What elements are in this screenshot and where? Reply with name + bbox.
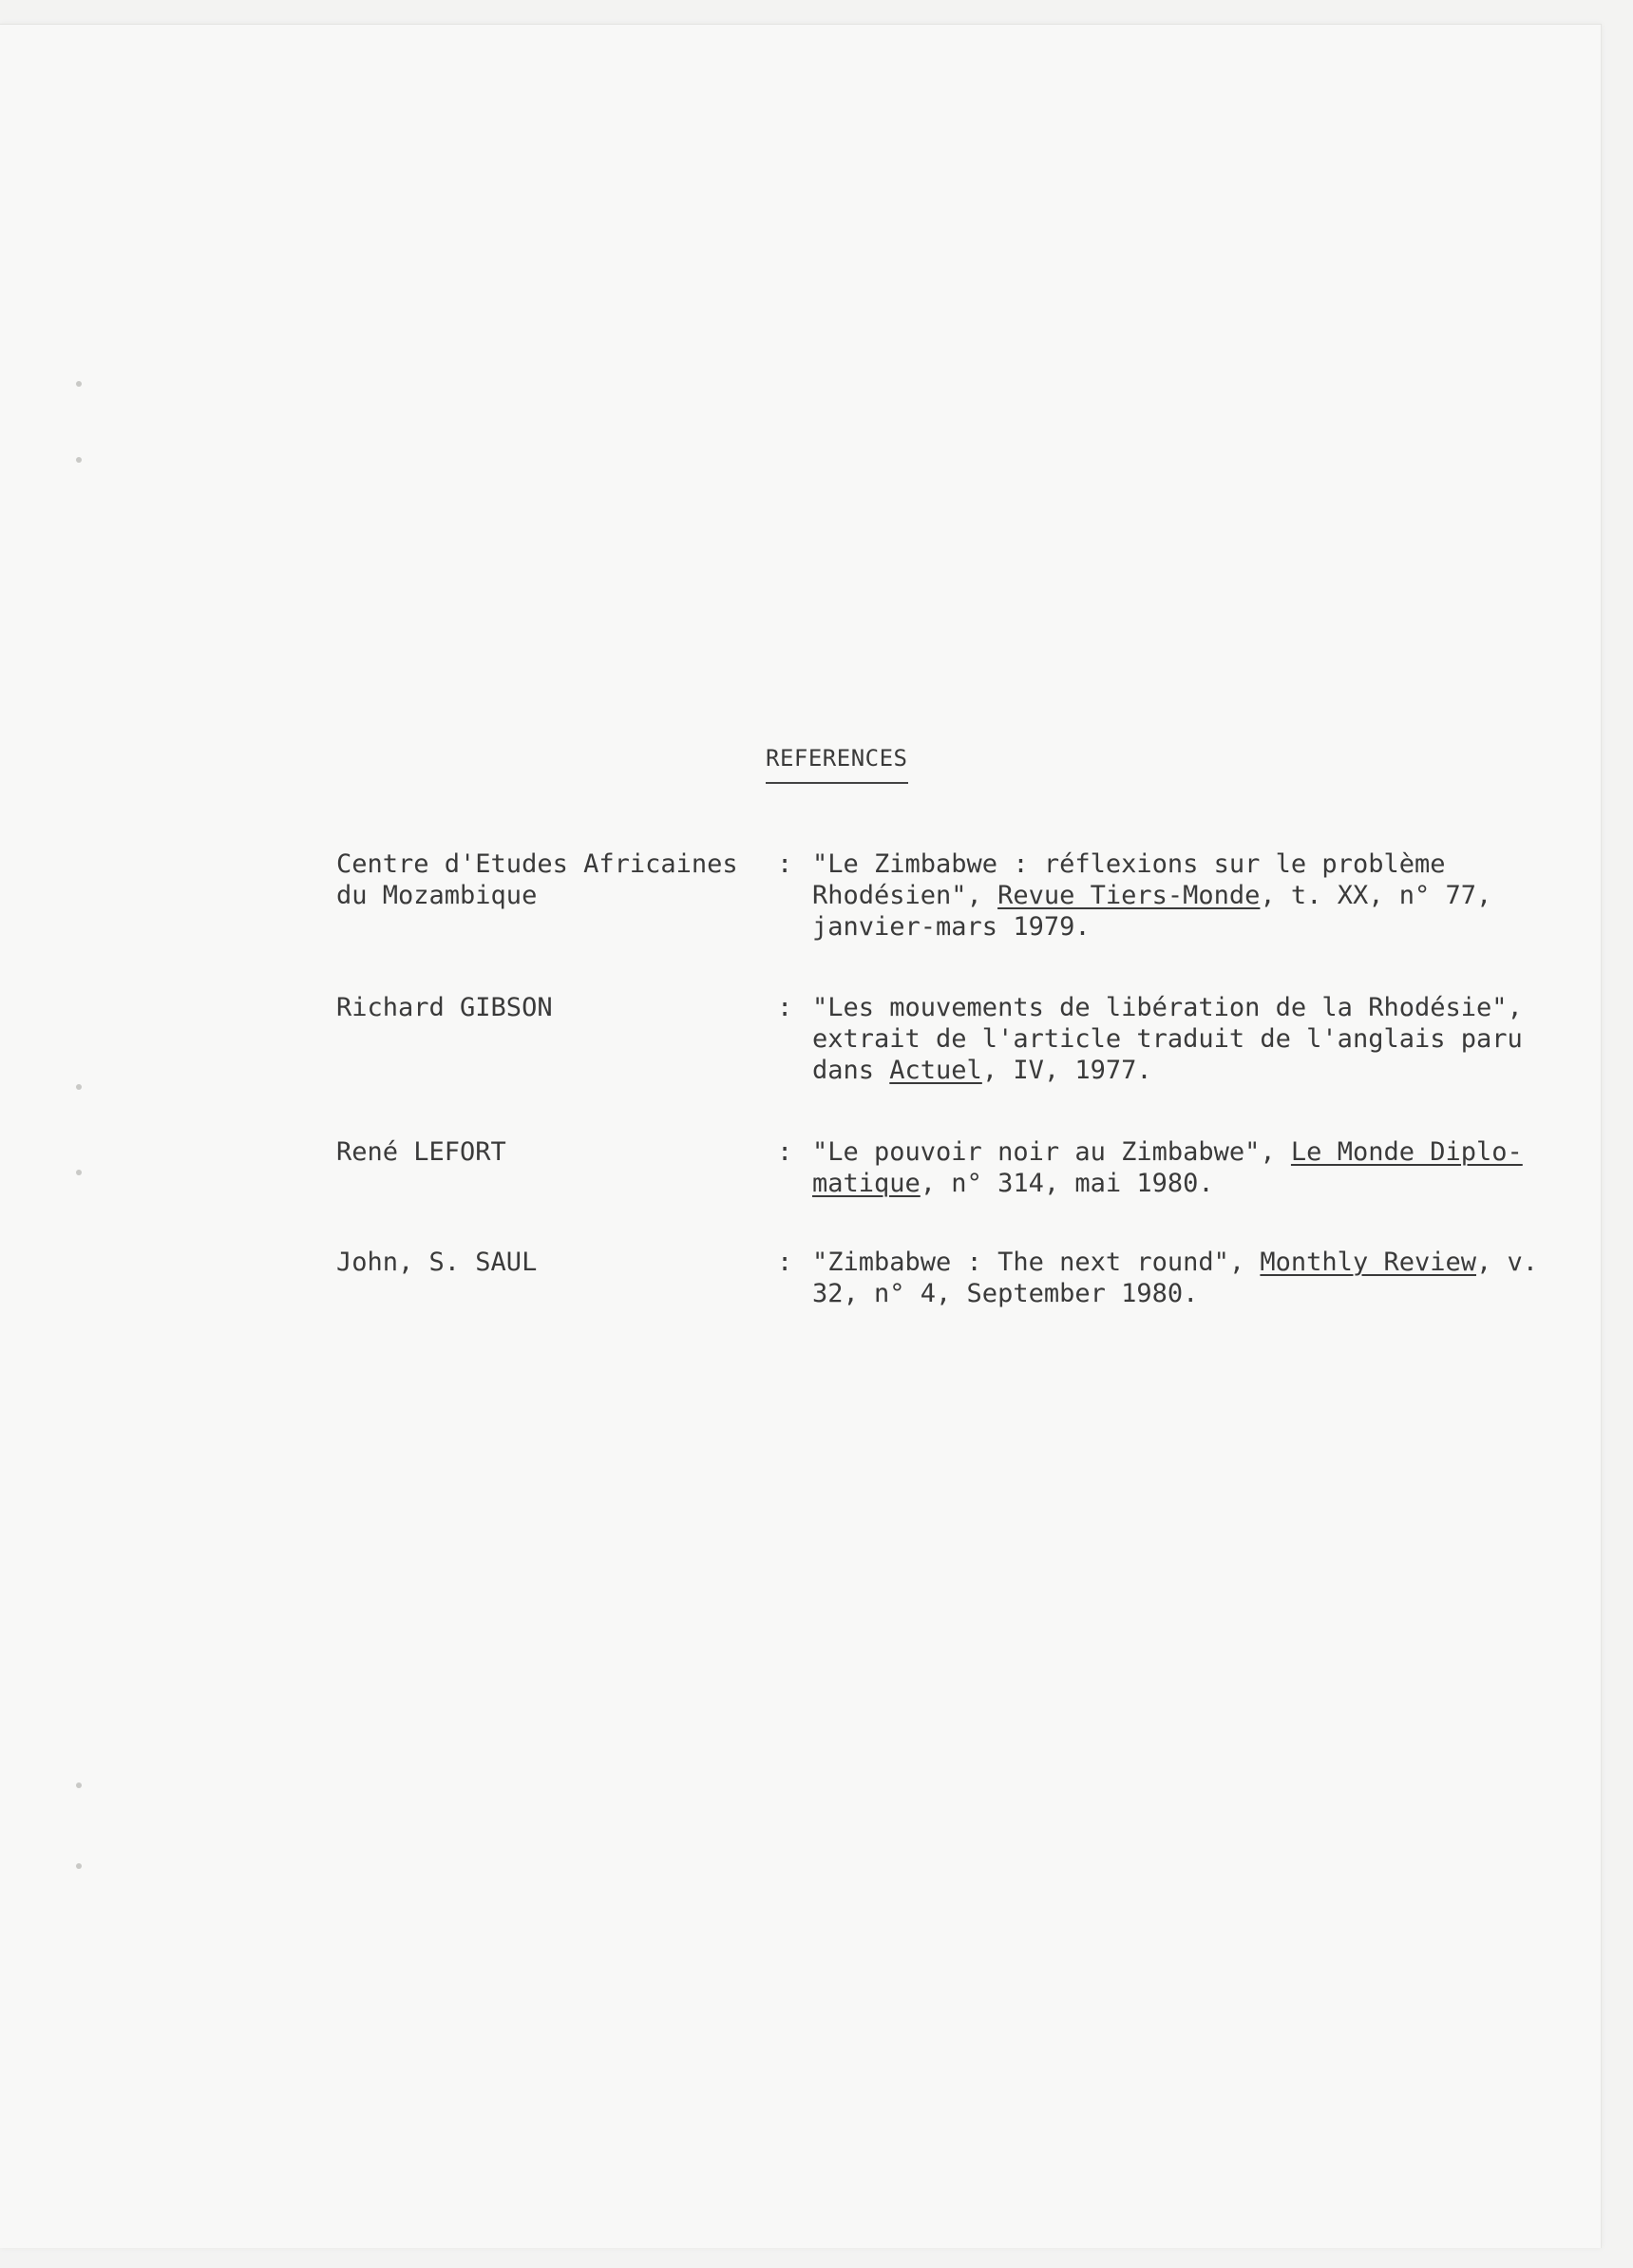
reference-citation (812, 1136, 1553, 1199)
reference-citation (812, 992, 1553, 1086)
citation-text: "Le Zimbabwe : réflexions sur le problème Rhodésien", (812, 849, 1446, 910)
page-title: REFERENCES (766, 744, 908, 784)
journal-title: Le Monde Diplo-matique (812, 1137, 1523, 1198)
reference-author: René LEFORT (336, 1137, 506, 1167)
reference-author: John, S. SAUL (336, 1248, 538, 1277)
reference-author: Richard GIBSON (336, 993, 553, 1022)
reference-separator: : (777, 849, 793, 879)
punch-hole-mark (76, 1084, 82, 1090)
punch-hole-mark (76, 1863, 82, 1869)
reference-separator: : (777, 1248, 793, 1277)
punch-hole-mark (76, 457, 82, 463)
citation-text: "Le pouvoir noir au Zimbabwe", (812, 1137, 1291, 1167)
citation-text: , v. 32, n° 4, September 1980. (812, 1248, 1539, 1308)
punch-hole-mark (76, 1782, 82, 1788)
citation-text: . (1074, 912, 1091, 942)
citation-text: , t. XX, n° 77, (1260, 881, 1492, 910)
reference-separator: : (777, 1137, 793, 1167)
punch-hole-mark (76, 381, 82, 387)
citation-text: janvier-mars 1979 (812, 912, 1075, 942)
document-page (0, 24, 1602, 2248)
reference-citation (812, 848, 1553, 943)
citation-text: , IV, 1977. (981, 1056, 1152, 1085)
reference-citation (812, 1247, 1553, 1309)
reference-separator: : (777, 993, 793, 1022)
reference-author: Centre d'Etudes Africaines du Mozambique (336, 849, 738, 910)
punch-hole-mark (76, 1170, 82, 1175)
citation-text: "Les mouvements de libération de la Rhodésie", extrait de l'article traduit de l'anglais paru dans (812, 993, 1523, 1085)
journal-title: Revue Tiers-Monde (997, 881, 1261, 910)
citation-text: "Zimbabwe : The next round", (812, 1248, 1261, 1277)
journal-title: Monthly Review (1260, 1248, 1476, 1277)
journal-title: Actuel (889, 1056, 982, 1085)
citation-text: , n° 314, mai 1980. (920, 1169, 1214, 1198)
